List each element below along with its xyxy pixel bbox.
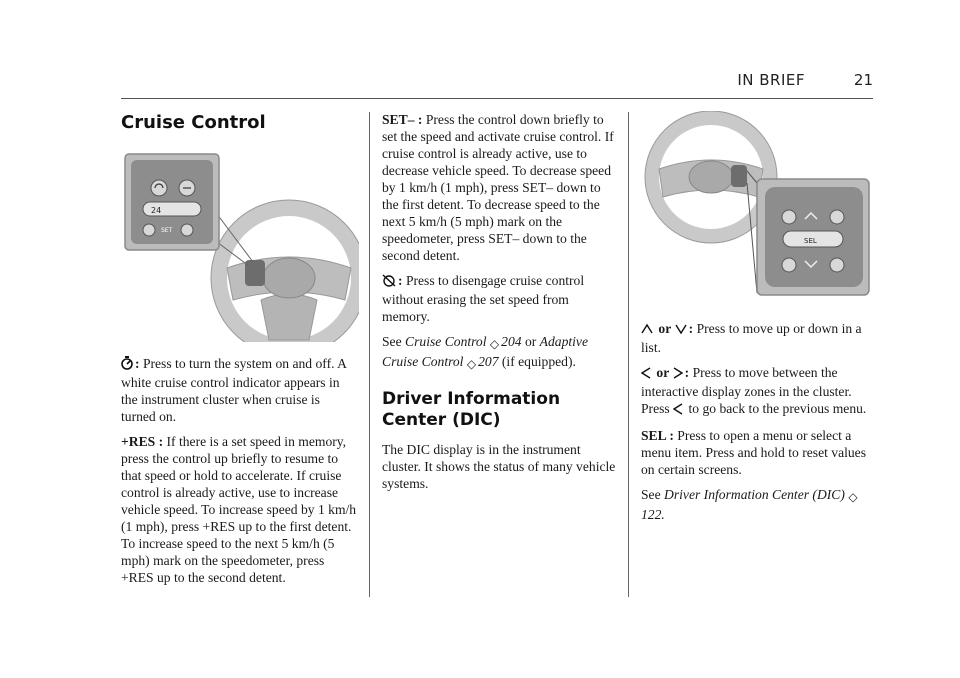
set-description: Press the control down briefly to set the speed and activate cruise control. If cruise control is already active, use to decrease vehicle speed. To decrease speed by 1 km/h (1 mph), press SET– down to the first detent. To decrease speed to the next 5 km/h (5 mph) mark on the speedometer, press SET– down to the second detent. [382, 112, 614, 263]
chevron-down-icon [675, 322, 687, 339]
res-description: If there is a set speed in memory, press the control up briefly to resume to that speed or hold to accelerate. If cruise control is already active, use to increase vehicle speed. To increase speed by 1 km/h (1 mph), press +RES up to the first detent. To increase speed to the next 5 km/h (5 mph) mark on the speedometer, press +RES up to the second detent. [121, 434, 357, 585]
right-column-text [641, 320, 877, 531]
cruise-control-heading: Cruise Control [121, 112, 266, 133]
column-divider-2 [628, 112, 629, 597]
chevron-right-icon [673, 366, 683, 383]
cruise-control-illustration [121, 150, 359, 342]
sel-description: Press to open a menu or select a menu item. Press and hold to reset values on certain screens. [641, 428, 867, 477]
cruise-cancel-icon [382, 273, 396, 291]
set-paragraph [382, 111, 618, 264]
left-column [121, 112, 357, 143]
left-column-text [121, 355, 357, 594]
leftright-description: Press to move between the interactive display zones in the cluster. Press [641, 365, 852, 416]
chevron-left-icon [641, 366, 651, 383]
figure-set-label: SET [161, 227, 173, 234]
column-divider-1 [369, 112, 370, 597]
set-label: SET– : [382, 112, 423, 127]
dic-reference: See Driver Information Center (DIC) ◇122. [641, 487, 858, 522]
leftright-paragraph: or : Press to move between the interactive display zones in the cluster. Press to go back to the previous menu. [641, 364, 877, 419]
chevron-up-icon [641, 322, 653, 339]
figure-display-value: 24 [151, 206, 162, 215]
res-label: +RES : [121, 434, 164, 449]
steering-wheel-drawing [121, 150, 359, 342]
middle-column [382, 111, 618, 500]
dic-link[interactable]: Driver Information Center (DIC) [664, 487, 845, 502]
onoff-paragraph: : Press to turn the system on and off. A white cruise control indicator appears in the instrument cluster when cruise is turned on. [121, 356, 347, 424]
sel-label: SEL : [641, 428, 674, 443]
header-rule [121, 98, 873, 99]
see-references: See Cruise Control ◇ 204 or Adaptive Cruise Control ◇ 207 (if equipped). [382, 334, 588, 371]
updown-description: Press to move up or down in a list. [641, 321, 862, 355]
chevron-left-icon [673, 402, 683, 419]
page-ref-arrow-icon: ◇ [489, 337, 500, 351]
onoff-description: Press to turn the system on and off. A white cruise control indicator appears in the instrument cluster when cruise is turned on. [121, 356, 347, 424]
res-paragraph [121, 433, 357, 586]
dic-wheel-drawing [641, 111, 875, 301]
dic-description: The DIC display is in the instrument cluster. It shows the status of many vehicle systems. [382, 442, 616, 491]
cancel-paragraph: : Press to disengage cruise control without erasing the set speed from memory. [382, 273, 585, 324]
sel-paragraph [641, 427, 877, 478]
cruise-control-link[interactable]: Cruise Control [405, 334, 487, 349]
adaptive-cruise-control-link[interactable]: Adaptive Cruise Control [382, 334, 588, 369]
page-ref-arrow-icon: ◇ [466, 357, 477, 371]
cancel-description: Press to disengage cruise control without erasing the set speed from memory. [382, 273, 585, 324]
page-ref-arrow-icon: ◇ [848, 490, 858, 504]
updown-paragraph: or : Press to move up or down in a list. [641, 321, 862, 355]
page-number: 21 [853, 71, 873, 89]
figure-sel-label: SEL [804, 237, 817, 245]
section-title: IN BRIEF [737, 71, 805, 89]
dic-controls-illustration [641, 111, 875, 301]
leftright-tail: to go back to the previous menu. [688, 401, 867, 416]
cruise-onoff-icon [121, 356, 133, 374]
dic-heading: Driver Information Center (DIC) [382, 389, 561, 430]
